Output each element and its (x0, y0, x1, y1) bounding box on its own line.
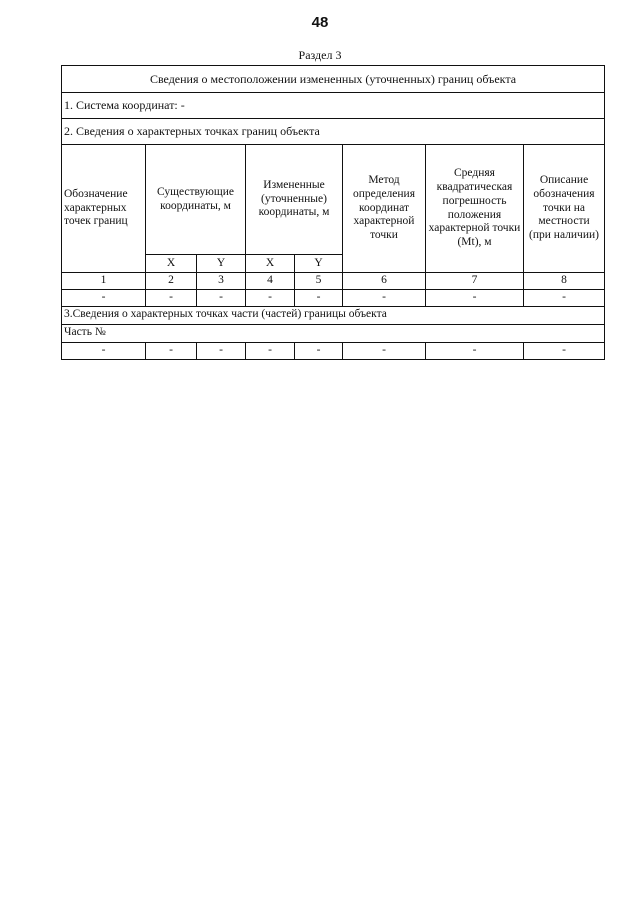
changed-x-header: X (246, 255, 295, 273)
table-cell: - (62, 342, 146, 359)
section-label: Раздел 3 (298, 48, 342, 62)
error-header: Средняя квадратическая погрешность положения характерной точки (Mt), м (426, 145, 524, 273)
table-cell: - (146, 342, 197, 359)
table-cell: - (197, 290, 246, 307)
column-number: 4 (246, 273, 295, 290)
column-number: 1 (62, 273, 146, 290)
table-cell: - (426, 342, 524, 359)
existing-y-header: Y (197, 255, 246, 273)
table-cell: - (426, 290, 524, 307)
column-number: 5 (295, 273, 343, 290)
parts-section-header: 3.Сведения о характерных точках части (частей) границы объекта (62, 306, 605, 324)
column-number: 3 (197, 273, 246, 290)
existing-coords-header: Существующие координаты, м (146, 145, 246, 255)
table-cell: - (295, 342, 343, 359)
table-cell: - (343, 342, 426, 359)
table-cell: - (524, 342, 605, 359)
table-cell: - (62, 290, 146, 307)
changed-coords-header: Измененные (уточненные) координаты, м (246, 145, 343, 255)
column-numbers-row (62, 273, 605, 290)
table-cell: - (295, 290, 343, 307)
column-number: 7 (426, 273, 524, 290)
coordinate-system-row: 1. Система координат: - (62, 93, 605, 119)
table-row (62, 342, 605, 359)
method-header: Метод определения координат характерной точки (343, 145, 426, 273)
table-cell: - (343, 290, 426, 307)
boundary-table (61, 65, 605, 360)
page-number: 48 (311, 14, 329, 31)
table-cell: - (197, 342, 246, 359)
part-number-row: Часть № (62, 324, 605, 342)
table-cell: - (246, 290, 295, 307)
designation-header: Обозначение характерных точек границ (62, 145, 146, 273)
changed-y-header: Y (295, 255, 343, 273)
table-cell: - (524, 290, 605, 307)
column-number: 8 (524, 273, 605, 290)
existing-x-header: X (146, 255, 197, 273)
description-header: Описание обозначения точки на местности (при наличии) (524, 145, 605, 273)
column-number: 2 (146, 273, 197, 290)
column-number: 6 (343, 273, 426, 290)
table-title: Сведения о местоположении измененных (уточненных) границ объекта (62, 66, 605, 93)
points-section-header: 2. Сведения о характерных точках границ объекта (62, 119, 605, 145)
table-cell: - (246, 342, 295, 359)
table-row (62, 290, 605, 307)
table-cell: - (146, 290, 197, 307)
